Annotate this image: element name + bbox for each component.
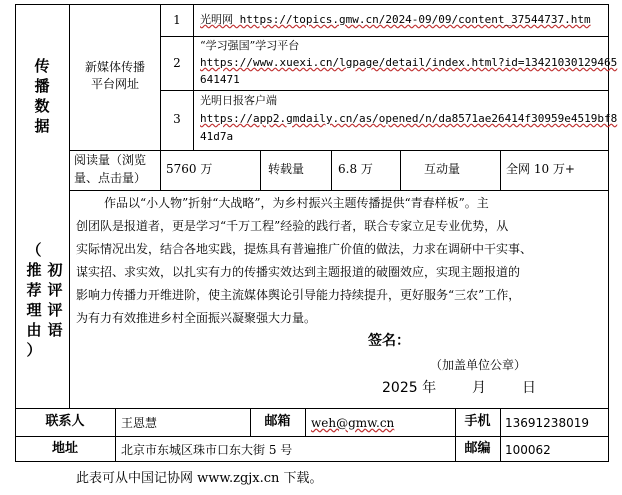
evaluation-line: 为有力有效推进乡村全面振兴凝聚强大力量。 xyxy=(76,311,317,325)
entry-index: 2 xyxy=(173,56,181,70)
reposts-value: 6.8 万 xyxy=(338,162,373,176)
phone-value: 13691238019 xyxy=(505,416,589,430)
section1-label-char: 据 xyxy=(34,117,50,135)
section1-label-char: 传 xyxy=(34,57,50,75)
date-month: 月 xyxy=(472,380,486,396)
address-label: 地址 xyxy=(51,441,78,456)
section2-label-char: ） xyxy=(26,341,42,359)
postcode-label: 邮编 xyxy=(464,441,491,456)
footer-note: 此表可从中国记协网 www.zgjx.cn 下载。 xyxy=(76,471,323,486)
platform-link-xuexi[interactable]: https://www.xuexi.cn/lgpage/detail/index.html?id=13421030129465 xyxy=(200,56,618,69)
section2-label-char: 荐 xyxy=(26,281,42,299)
section2-label-char: 语 xyxy=(47,321,63,339)
platform-title: “学习强国”学习平台 xyxy=(200,39,300,52)
reposts-label: 转载量 xyxy=(268,162,305,176)
reads-label: 阅读量（浏览 xyxy=(74,153,147,167)
reads-label: 量、点击量） xyxy=(74,171,147,185)
interactions-value: 全网 10 万+ xyxy=(506,162,575,176)
signature-label: 签名： xyxy=(368,333,410,349)
platform-label: 平台网址 xyxy=(90,77,139,91)
section2-label-char: 理 xyxy=(26,301,42,319)
entry-index: 3 xyxy=(173,112,181,126)
evaluation-line: 作品以“小人物”折射“大战略”，为乡村振兴主题传播提供“青春样板”。主 xyxy=(104,196,489,210)
evaluation-line: 影响力传播力开维进阶，使主流媒体舆论引导能力持续提升，更好服务“三农”工作， xyxy=(76,288,521,302)
postcode-value: 100062 xyxy=(505,443,551,457)
reads-value: 5760 万 xyxy=(166,162,213,176)
platform-link-continued: 41d7a xyxy=(200,130,234,143)
contact-label: 联系人 xyxy=(45,414,85,429)
section1-label-char: 数 xyxy=(34,97,50,115)
evaluation-line: 谋实招、求实效，以扎实有力的传播实效达到主题报道的破圈效应，实现主题报道的 xyxy=(76,265,521,279)
platform-label: 新媒体传播 xyxy=(84,60,145,74)
section2-label-char: （ xyxy=(26,241,42,259)
seal-note: （加盖单位公章） xyxy=(430,358,527,372)
evaluation-line: 创团队是报道者，更是学习“千万工程”经验的践行者，联合专家立足专业优势，从 xyxy=(76,219,509,233)
contact-value: 王恩慧 xyxy=(121,416,158,430)
platform-title: 光明日报客户端 xyxy=(200,94,277,107)
section2-label-char: 评 xyxy=(47,281,63,299)
date-year: 2025 年 xyxy=(382,380,437,396)
interactions-label: 互动量 xyxy=(424,162,461,176)
section1-label-char: 播 xyxy=(34,77,50,95)
section2-label-char: 初 xyxy=(47,261,63,279)
email-value[interactable]: weh@gmw.cn xyxy=(311,416,395,430)
platform-link-continued: 641471 xyxy=(200,73,240,86)
phone-label: 手机 xyxy=(464,414,491,429)
section2-label-char: 由 xyxy=(26,321,42,339)
email-label: 邮箱 xyxy=(264,414,291,429)
platform-link-gmdaily[interactable]: https://app2.gmdaily.cn/as/opened/n/da8571ae26414f30959e4519bf8 xyxy=(200,112,618,125)
date-day: 日 xyxy=(522,380,536,396)
evaluation-line: 实际情况出发，结合各地实践，提炼具有普遍推广价值的做法，力求在调研中干实事、 xyxy=(76,242,533,256)
section2-label-char: 推 xyxy=(26,261,42,279)
platform-link-gmw[interactable]: 光明网 https://topics.gmw.cn/2024-09/09/content_37544737.htm xyxy=(200,13,591,26)
address-value: 北京市东城区珠市口东大街 5 号 xyxy=(121,443,293,457)
section2-label-char: 评 xyxy=(47,301,63,319)
entry-index: 1 xyxy=(173,13,181,27)
